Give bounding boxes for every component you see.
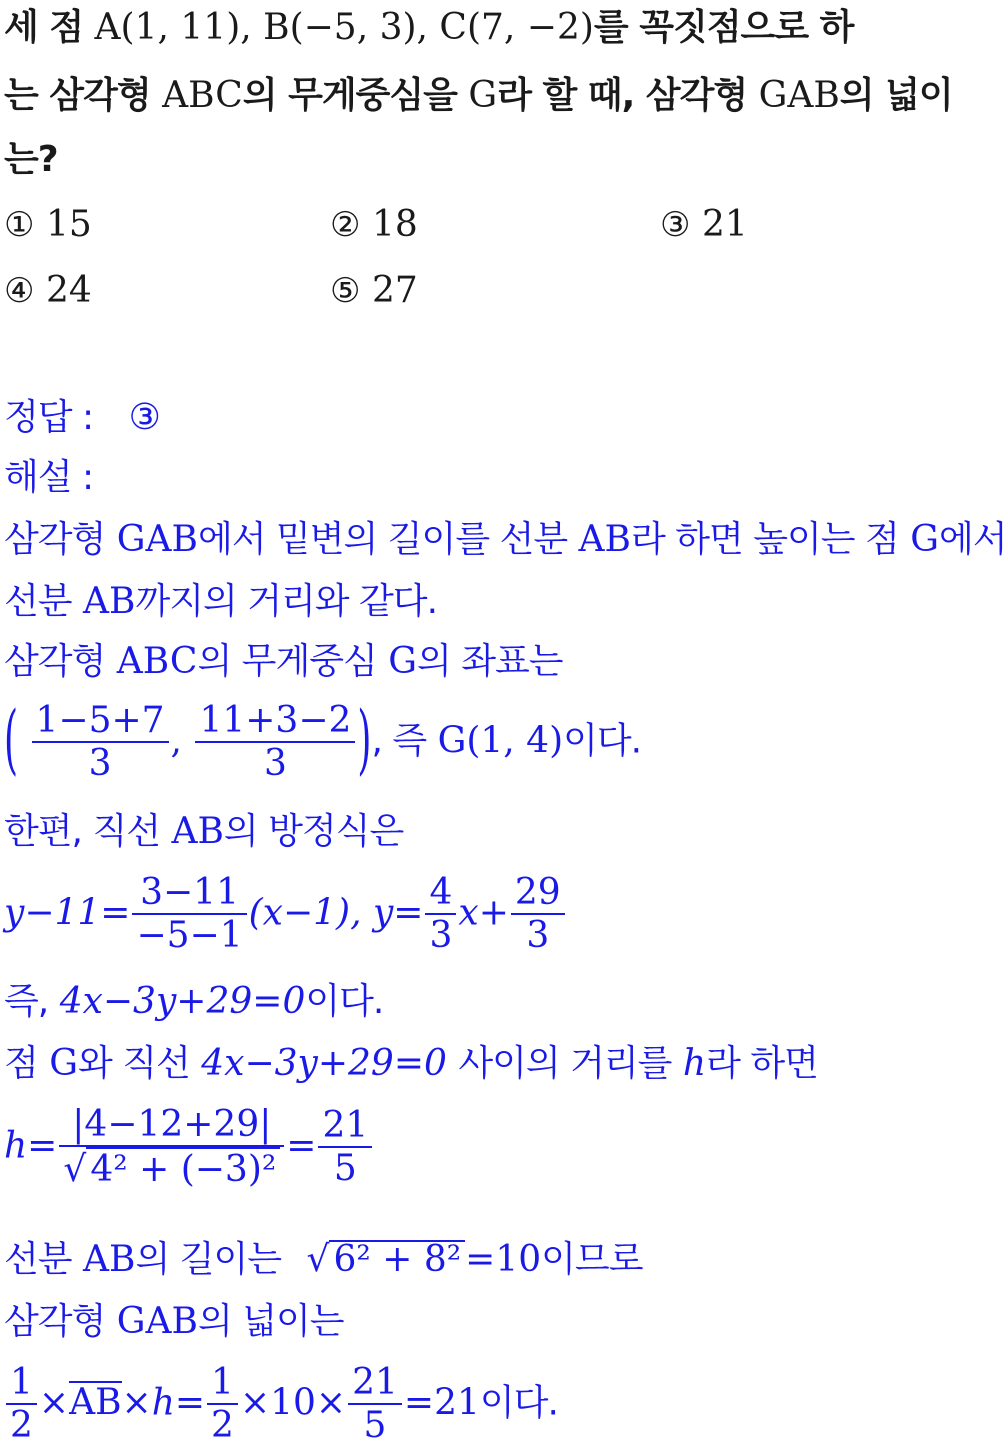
distance-formula xyxy=(4,1104,374,1191)
fraction xyxy=(32,700,169,785)
math-text: 4x−3y+29=0 xyxy=(59,981,306,1022)
fraction xyxy=(195,700,355,785)
question-line-2 xyxy=(4,75,953,116)
numerator: 29 xyxy=(511,872,565,915)
choice-mark: ③ xyxy=(660,205,691,245)
radicand: 6² + 8² xyxy=(329,1240,465,1278)
choice-mark: ④ xyxy=(4,271,35,311)
explanation-text: , 즉 xyxy=(371,720,427,762)
triangle-abc: ABC xyxy=(162,75,243,116)
explanation-line-1 xyxy=(4,519,1007,560)
explanation-text: 점 xyxy=(4,1043,38,1084)
explanation-line-3 xyxy=(4,641,563,682)
denominator: 2 xyxy=(10,1405,33,1447)
denominator xyxy=(59,1147,284,1190)
explanation-text: 삼각형 xyxy=(4,1301,106,1342)
denominator: 2 xyxy=(211,1405,234,1447)
denominator: 5 xyxy=(333,1148,357,1190)
denominator: 3 xyxy=(429,915,453,957)
math-text: =21 xyxy=(403,1382,480,1424)
explanation-text: 라 하면 xyxy=(706,1043,818,1084)
question-text: 의 넓이 xyxy=(839,75,953,116)
math-text: ×h= xyxy=(121,1382,206,1424)
math-text: G xyxy=(910,519,939,560)
explanation-label: 해설 : xyxy=(4,457,94,498)
denominator: 3 xyxy=(526,915,550,957)
explanation-line-5 xyxy=(4,811,404,852)
fraction xyxy=(132,872,246,957)
explanation-text: 삼각형 xyxy=(4,519,106,560)
radicand: 4² + (−3)² xyxy=(86,1147,280,1190)
fraction xyxy=(511,872,565,957)
point-g: G xyxy=(468,75,498,116)
numerator: 4 xyxy=(425,872,456,915)
explanation-text: 라 하면 높이는 점 xyxy=(631,519,899,560)
line-equation xyxy=(4,872,567,957)
explanation-text: 이다. xyxy=(305,981,384,1022)
explanation-text: 의 넓이는 xyxy=(198,1301,344,1342)
choice-4[interactable] xyxy=(4,270,92,311)
explanation-text: 삼각형 xyxy=(4,641,106,682)
explanation-text: 의 좌표는 xyxy=(417,641,563,682)
explanation-text: 이다. xyxy=(479,1382,558,1424)
explanation-text: 사이의 거리를 xyxy=(458,1043,672,1084)
math-text: AB xyxy=(83,1239,136,1280)
math-text: GAB xyxy=(116,1301,198,1342)
explanation-text: 의 방정식은 xyxy=(223,811,404,852)
radical-sign: √ xyxy=(63,1149,87,1191)
numerator: 21 xyxy=(318,1105,372,1148)
explanation-line-8 xyxy=(4,1043,818,1084)
comma: , xyxy=(170,720,182,762)
explanation-label-line xyxy=(4,457,94,498)
numerator: 1 xyxy=(6,1362,37,1405)
choice-value: 21 xyxy=(701,204,748,245)
math-text: h xyxy=(682,1043,707,1084)
choice-mark: ② xyxy=(330,205,361,245)
choice-3[interactable] xyxy=(660,204,748,245)
choice-2[interactable] xyxy=(330,204,418,245)
math-text: G xyxy=(49,1043,78,1084)
choice-value: 15 xyxy=(45,204,92,245)
explanation-text: 와 직선 xyxy=(78,1043,190,1084)
explanation-text: 선분 xyxy=(4,1239,72,1280)
explanation-text: 한편, 직선 xyxy=(4,811,160,852)
math-text: y−11= xyxy=(4,892,131,934)
math-text: ×10× xyxy=(239,1382,347,1424)
math-text: AB xyxy=(171,811,224,852)
choice-value: 24 xyxy=(45,270,92,311)
explanation-line-11 xyxy=(4,1301,344,1342)
explanation-text: 에서 밑변의 길이를 선분 xyxy=(198,519,568,560)
question-text: 의 무게중심을 xyxy=(242,75,457,116)
question-line-3 xyxy=(4,139,58,180)
choice-mark: ⑤ xyxy=(330,271,361,311)
question-text: 를 꼭짓점으로 하 xyxy=(593,7,854,48)
explanation-text: 즉, xyxy=(4,981,49,1022)
fraction xyxy=(425,872,456,957)
explanation-text: 선분 xyxy=(4,581,72,622)
denominator: 3 xyxy=(263,743,287,785)
choice-mark: ① xyxy=(4,205,35,245)
explanation-text: 이다. xyxy=(563,720,642,762)
numerator: |4−12+29| xyxy=(59,1104,284,1147)
numerator: 1−5+7 xyxy=(32,700,169,743)
answer-line xyxy=(4,397,160,438)
right-paren: ) xyxy=(357,698,372,785)
question-text: 세 점 xyxy=(4,7,84,48)
numerator: 1 xyxy=(207,1362,238,1405)
choice-value: 27 xyxy=(371,270,418,311)
fraction xyxy=(318,1105,372,1190)
explanation-line-10 xyxy=(4,1240,642,1278)
math-text: (x−1), y= xyxy=(248,892,424,934)
math-text: =10 xyxy=(465,1239,542,1280)
math-text: ABC xyxy=(116,641,198,682)
explanation-text: 이므로 xyxy=(541,1239,643,1280)
fraction xyxy=(348,1362,402,1447)
math-text: × xyxy=(38,1382,70,1424)
explanation-text: 에서 xyxy=(938,519,1007,560)
area-formula xyxy=(4,1362,558,1447)
explanation-line-2 xyxy=(4,581,438,622)
radical-sign: √ xyxy=(306,1239,330,1280)
math-text: GAB xyxy=(116,519,198,560)
math-text: AB xyxy=(83,581,136,622)
denominator: 3 xyxy=(88,743,112,785)
math-text: = xyxy=(286,1125,317,1167)
answer-mark: ③ xyxy=(128,397,160,438)
fraction xyxy=(6,1362,37,1447)
numerator: 21 xyxy=(348,1362,402,1405)
left-paren: ( xyxy=(4,698,19,785)
question-line-1 xyxy=(4,7,854,48)
question-points: A(1, 11), B(−5, 3), C(7, −2) xyxy=(94,7,594,48)
explanation-text: 까지의 거리와 같다. xyxy=(135,581,438,622)
question-text: 는? xyxy=(4,139,58,180)
numerator: 3−11 xyxy=(132,872,246,915)
numerator: 11+3−2 xyxy=(195,700,355,743)
math-text: AB xyxy=(578,519,631,560)
fraction xyxy=(207,1362,238,1447)
explanation-text: 의 무게중심 xyxy=(197,641,377,682)
explanation-line-7 xyxy=(4,981,384,1022)
choice-value: 18 xyxy=(371,204,418,245)
question-text: 는 삼각형 xyxy=(4,75,151,116)
triangle-gab: GAB xyxy=(758,75,840,116)
math-text: h= xyxy=(4,1125,58,1167)
centroid-formula xyxy=(4,700,641,785)
math-text: G xyxy=(388,641,417,682)
choice-5[interactable] xyxy=(330,270,418,311)
choice-1[interactable] xyxy=(4,204,92,245)
denominator: −5−1 xyxy=(136,915,243,957)
question-text: 라 할 때, 삼각형 xyxy=(497,75,748,116)
explanation-text: 의 길이는 xyxy=(135,1239,282,1280)
answer-label: 정답 : xyxy=(4,397,94,438)
segment-ab: AB xyxy=(69,1382,122,1424)
math-text: x+ xyxy=(458,892,509,934)
denominator: 5 xyxy=(363,1405,387,1447)
math-text: G(1, 4) xyxy=(437,720,564,762)
fraction xyxy=(59,1104,284,1191)
math-text: 4x−3y+29=0 xyxy=(201,1043,447,1084)
